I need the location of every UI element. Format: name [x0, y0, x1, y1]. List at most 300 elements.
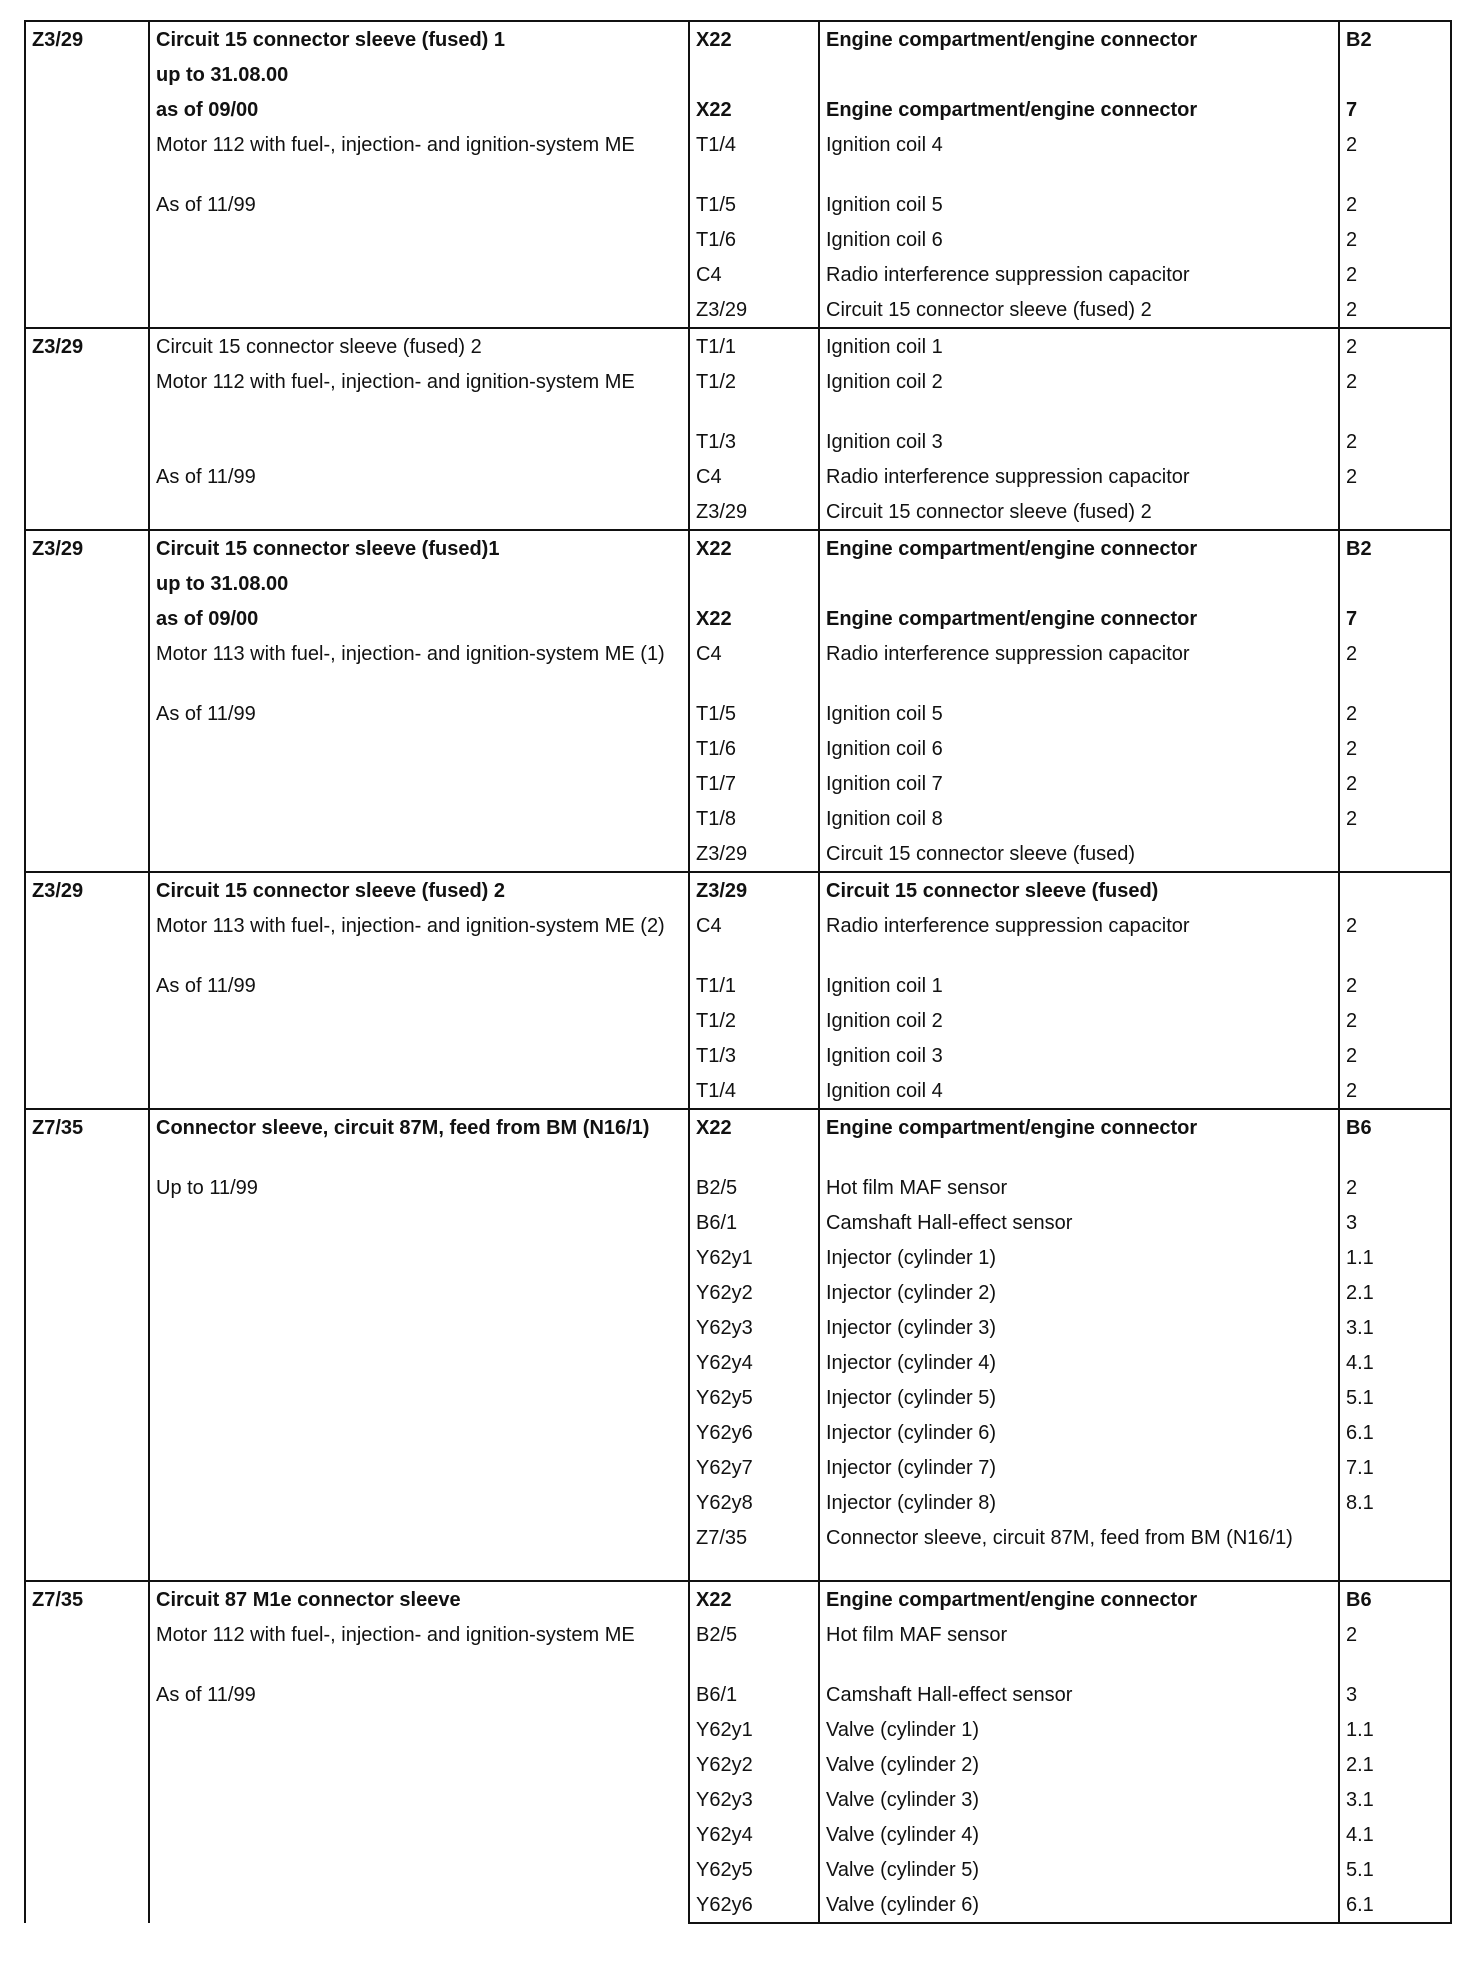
- connector-description-cell: [819, 601, 1339, 636]
- connector-description-cell: [819, 696, 1339, 731]
- connector-code: T1/3: [696, 431, 737, 453]
- connector-code: X22: [696, 1117, 732, 1139]
- connector-code-cell: [689, 92, 819, 127]
- pin-number-cell: [1339, 601, 1451, 636]
- connector-code-cell: [689, 1617, 819, 1677]
- pin-number: 2: [1346, 194, 1358, 216]
- connector-description: Radio interference suppression capacitor: [826, 915, 1190, 937]
- connector-description-cell: [819, 57, 1339, 92]
- connector-code: T1/4: [696, 1080, 737, 1102]
- pin-number: 2: [1346, 1177, 1358, 1199]
- connector-code-cell: [689, 1782, 819, 1817]
- pin-number-cell: [1339, 696, 1451, 731]
- connector-code: T1/6: [696, 229, 737, 251]
- pin-number: 2: [1346, 738, 1358, 760]
- connector-code-cell: [689, 1415, 819, 1450]
- connector-description: Injector (cylinder 5): [826, 1387, 997, 1409]
- connector-code: Y62y6: [696, 1894, 753, 1916]
- pin-number: 5.1: [1346, 1859, 1374, 1881]
- sleeve-code-text: Z3/29: [32, 29, 84, 51]
- table-row: [25, 328, 1451, 364]
- connector-description: Injector (cylinder 1): [826, 1247, 997, 1269]
- sleeve-description: [149, 1109, 689, 1581]
- connector-description-cell: [819, 801, 1339, 836]
- connector-description-cell: [819, 459, 1339, 494]
- pin-number: [1346, 57, 1444, 92]
- pin-number: 2: [1346, 975, 1358, 997]
- connector-code-cell: [689, 1747, 819, 1782]
- connector-code: Y62y4: [696, 1824, 753, 1846]
- connector-description: Ignition coil 6: [826, 229, 943, 251]
- connector-code: Y62y6: [696, 1422, 753, 1444]
- description-line: as of 09/00: [156, 608, 259, 630]
- connector-description-cell: [819, 1073, 1339, 1109]
- table-row: [25, 872, 1451, 908]
- pin-number-cell: [1339, 1345, 1451, 1380]
- connector-code: Z3/29: [696, 843, 748, 865]
- pin-number-cell: [1339, 566, 1451, 601]
- pin-number-cell: [1339, 1380, 1451, 1415]
- pin-number: 2: [1346, 808, 1358, 830]
- sleeve-description: [149, 328, 689, 530]
- connector-code-cell: [689, 636, 819, 696]
- pin-number: 7.1: [1346, 1457, 1374, 1479]
- description-line: Up to 11/99: [156, 1177, 258, 1199]
- description-line: up to 31.08.00: [156, 64, 289, 86]
- connector-description-cell: [819, 731, 1339, 766]
- connector-code-cell: [689, 1170, 819, 1205]
- connector-description-cell: [819, 1852, 1339, 1887]
- connector-description: Injector (cylinder 8): [826, 1492, 997, 1514]
- connector-code: T1/5: [696, 194, 737, 216]
- connector-description: Circuit 15 connector sleeve (fused): [826, 880, 1159, 902]
- pin-number: 2: [1346, 643, 1358, 665]
- connector-code: X22: [696, 29, 732, 51]
- pin-number-cell: [1339, 1170, 1451, 1205]
- connector-code-cell: [689, 292, 819, 328]
- pin-number-cell: [1339, 1520, 1451, 1581]
- pin-number-cell: [1339, 530, 1451, 566]
- description-line: Connector sleeve, circuit 87M, feed from BM (N16/1): [156, 1117, 650, 1139]
- description-line: Motor 112 with fuel-, injection- and ignition-system ME: [156, 371, 635, 393]
- sleeve-code-text: Z3/29: [32, 336, 84, 358]
- connector-description: Connector sleeve, circuit 87M, feed from BM (N16/1): [826, 1527, 1293, 1549]
- connector-code-cell: [689, 364, 819, 424]
- pin-number-cell: [1339, 1887, 1451, 1923]
- pin-number-cell: [1339, 801, 1451, 836]
- connector-description-cell: [819, 257, 1339, 292]
- description-line: as of 09/00: [156, 99, 259, 121]
- description-line: Circuit 15 connector sleeve (fused) 2: [156, 336, 482, 358]
- connector-description-cell: [819, 92, 1339, 127]
- pin-number: B6: [1346, 1589, 1372, 1611]
- pin-number: B6: [1346, 1117, 1372, 1139]
- connector-description: Engine compartment/engine connector: [826, 1589, 1198, 1611]
- connector-description-cell: [819, 424, 1339, 459]
- pin-number: 3: [1346, 1212, 1358, 1234]
- connector-code: T1/1: [696, 336, 737, 358]
- pin-number-cell: [1339, 292, 1451, 328]
- connector-code: Y62y2: [696, 1282, 753, 1304]
- connector-description-cell: [819, 1485, 1339, 1520]
- pin-number-cell: [1339, 1415, 1451, 1450]
- connector-description: Engine compartment/engine connector: [826, 538, 1198, 560]
- pin-number-cell: [1339, 1817, 1451, 1852]
- pin-number: 2: [1346, 371, 1358, 393]
- sleeve-code: [25, 530, 149, 872]
- connector-sleeve-document: [24, 20, 1450, 1924]
- connector-description: Injector (cylinder 3): [826, 1317, 997, 1339]
- description-line: Motor 112 with fuel-, injection- and ignition-system ME: [156, 134, 635, 156]
- table-row: [25, 530, 1451, 566]
- description-line: As of 11/99: [156, 975, 256, 997]
- connector-code-cell: [689, 1275, 819, 1310]
- description-line: Circuit 15 connector sleeve (fused) 2: [156, 880, 506, 902]
- pin-number-cell: [1339, 1747, 1451, 1782]
- pin-number-cell: [1339, 92, 1451, 127]
- connector-code: [696, 566, 812, 601]
- connector-description-cell: [819, 21, 1339, 57]
- pin-number: 2: [1346, 431, 1358, 453]
- pin-number-cell: [1339, 836, 1451, 872]
- table-row: [25, 21, 1451, 57]
- connector-code-cell: [689, 1677, 819, 1712]
- description-line: As of 11/99: [156, 466, 256, 488]
- connector-description: Circuit 15 connector sleeve (fused): [826, 843, 1136, 865]
- pin-number: B2: [1346, 538, 1372, 560]
- connector-description: Injector (cylinder 6): [826, 1422, 997, 1444]
- connector-description: Ignition coil 8: [826, 808, 943, 830]
- connector-code-cell: [689, 1003, 819, 1038]
- sleeve-code: [25, 328, 149, 530]
- connector-code-cell: [689, 494, 819, 530]
- pin-number: 2: [1346, 299, 1358, 321]
- pin-number-cell: [1339, 494, 1451, 530]
- connector-description-cell: [819, 766, 1339, 801]
- connector-code: B2/5: [696, 1177, 738, 1199]
- connector-description-cell: [819, 127, 1339, 187]
- connector-code: T1/8: [696, 808, 737, 830]
- pin-number: 1.1: [1346, 1247, 1374, 1269]
- pin-number: B2: [1346, 29, 1372, 51]
- connector-code-cell: [689, 187, 819, 222]
- connector-code: Y62y3: [696, 1789, 753, 1811]
- pin-number-cell: [1339, 424, 1451, 459]
- connector-code: B2/5: [696, 1624, 738, 1646]
- pin-number-cell: [1339, 1450, 1451, 1485]
- table-body: [25, 21, 1451, 1923]
- pin-number: 6.1: [1346, 1894, 1374, 1916]
- pin-number: 2: [1346, 134, 1358, 156]
- connector-code: T1/2: [696, 1010, 737, 1032]
- pin-number-cell: [1339, 1581, 1451, 1617]
- connector-code: Z3/29: [696, 299, 748, 321]
- connector-code-cell: [689, 601, 819, 636]
- pin-number-cell: [1339, 1109, 1451, 1170]
- connector-description-cell: [819, 636, 1339, 696]
- connector-code-cell: [689, 222, 819, 257]
- sleeve-code: [25, 872, 149, 1109]
- pin-number-cell: [1339, 1038, 1451, 1073]
- pin-number: 2: [1346, 1045, 1358, 1067]
- pin-number: 2: [1346, 336, 1358, 358]
- pin-number-cell: [1339, 1310, 1451, 1345]
- pin-number-cell: [1339, 1205, 1451, 1240]
- connector-description-cell: [819, 566, 1339, 601]
- pin-number: 2.1: [1346, 1754, 1374, 1776]
- description-line: As of 11/99: [156, 1684, 256, 1706]
- connector-code-cell: [689, 424, 819, 459]
- connector-sleeve-table: [24, 20, 1452, 1924]
- connector-description: Injector (cylinder 7): [826, 1457, 997, 1479]
- connector-description: Injector (cylinder 4): [826, 1352, 997, 1374]
- connector-description-cell: [819, 1275, 1339, 1310]
- connector-code: Z7/35: [696, 1527, 748, 1549]
- connector-code: T1/5: [696, 703, 737, 725]
- pin-number-cell: [1339, 57, 1451, 92]
- connector-description-cell: [819, 1817, 1339, 1852]
- connector-description-cell: [819, 872, 1339, 908]
- pin-number-cell: [1339, 1852, 1451, 1887]
- connector-code: X22: [696, 99, 732, 121]
- connector-code: T1/6: [696, 738, 737, 760]
- connector-code: Y62y2: [696, 1754, 753, 1776]
- pin-number-cell: [1339, 1782, 1451, 1817]
- connector-description-cell: [819, 494, 1339, 530]
- description-line: Motor 113 with fuel-, injection- and ignition-system ME (2): [156, 915, 665, 937]
- connector-code-cell: [689, 836, 819, 872]
- connector-code-cell: [689, 1310, 819, 1345]
- connector-description: Ignition coil 3: [826, 431, 943, 453]
- description-line: Circuit 15 connector sleeve (fused) 1: [156, 29, 506, 51]
- connector-description-cell: [819, 292, 1339, 328]
- sleeve-code-text: Z3/29: [32, 538, 84, 560]
- connector-code: X22: [696, 538, 732, 560]
- pin-number: 2: [1346, 466, 1358, 488]
- connector-code: T1/3: [696, 1045, 737, 1067]
- pin-number: [1346, 1520, 1444, 1580]
- connector-description: Ignition coil 3: [826, 1045, 943, 1067]
- pin-number: 6.1: [1346, 1422, 1374, 1444]
- connector-description-cell: [819, 530, 1339, 566]
- connector-description: Hot film MAF sensor: [826, 1624, 1008, 1646]
- connector-code: T1/4: [696, 134, 737, 156]
- connector-description-cell: [819, 1003, 1339, 1038]
- connector-code-cell: [689, 908, 819, 968]
- connector-code: Y62y5: [696, 1859, 753, 1881]
- connector-description: Circuit 15 connector sleeve (fused) 2: [826, 299, 1152, 321]
- table-row: [25, 1109, 1451, 1170]
- connector-description: Circuit 15 connector sleeve (fused) 2: [826, 501, 1152, 523]
- connector-description-cell: [819, 1520, 1339, 1581]
- sleeve-description: [149, 530, 689, 872]
- sleeve-code-text: Z7/35: [32, 1589, 84, 1611]
- connector-description: Hot film MAF sensor: [826, 1177, 1008, 1199]
- connector-code-cell: [689, 328, 819, 364]
- connector-description: Ignition coil 4: [826, 1080, 943, 1102]
- connector-code-cell: [689, 872, 819, 908]
- connector-description-cell: [819, 1782, 1339, 1817]
- pin-number: 7: [1346, 99, 1358, 121]
- connector-description: Valve (cylinder 6): [826, 1894, 980, 1916]
- connector-description: Engine compartment/engine connector: [826, 608, 1198, 630]
- pin-number: 2: [1346, 703, 1358, 725]
- pin-number: [1346, 566, 1444, 601]
- pin-number-cell: [1339, 1617, 1451, 1677]
- connector-code-cell: [689, 1450, 819, 1485]
- pin-number: 3.1: [1346, 1317, 1374, 1339]
- pin-number-cell: [1339, 222, 1451, 257]
- connector-code-cell: [689, 1038, 819, 1073]
- connector-code-cell: [689, 1205, 819, 1240]
- pin-number-cell: [1339, 1003, 1451, 1038]
- connector-description: Ignition coil 2: [826, 371, 943, 393]
- connector-code: Z3/29: [696, 501, 748, 523]
- connector-code-cell: [689, 1240, 819, 1275]
- connector-description: Ignition coil 6: [826, 738, 943, 760]
- pin-number: 3.1: [1346, 1789, 1374, 1811]
- pin-number-cell: [1339, 328, 1451, 364]
- connector-description: Camshaft Hall-effect sensor: [826, 1684, 1073, 1706]
- connector-description: Ignition coil 1: [826, 975, 943, 997]
- connector-code-cell: [689, 696, 819, 731]
- connector-code: B6/1: [696, 1684, 738, 1706]
- pin-number-cell: [1339, 127, 1451, 187]
- connector-description: Radio interference suppression capacitor: [826, 466, 1190, 488]
- connector-code-cell: [689, 566, 819, 601]
- pin-number: 2: [1346, 915, 1358, 937]
- pin-number-cell: [1339, 1485, 1451, 1520]
- connector-description: Camshaft Hall-effect sensor: [826, 1212, 1073, 1234]
- connector-description-cell: [819, 1887, 1339, 1923]
- connector-code-cell: [689, 1581, 819, 1617]
- pin-number-cell: [1339, 1240, 1451, 1275]
- pin-number: 4.1: [1346, 1824, 1374, 1846]
- connector-code: Y62y7: [696, 1457, 753, 1479]
- connector-description-cell: [819, 1240, 1339, 1275]
- connector-description: Ignition coil 1: [826, 336, 943, 358]
- connector-code-cell: [689, 1380, 819, 1415]
- connector-code: Y62y4: [696, 1352, 753, 1374]
- connector-code: Y62y8: [696, 1492, 753, 1514]
- connector-description-cell: [819, 222, 1339, 257]
- connector-code: [696, 57, 812, 92]
- connector-description: [826, 566, 1332, 601]
- connector-description-cell: [819, 1345, 1339, 1380]
- pin-number-cell: [1339, 1712, 1451, 1747]
- pin-number: 2.1: [1346, 1282, 1374, 1304]
- connector-code-cell: [689, 21, 819, 57]
- pin-number: 2: [1346, 1080, 1358, 1102]
- connector-description: Injector (cylinder 2): [826, 1282, 997, 1304]
- pin-number-cell: [1339, 731, 1451, 766]
- connector-code: Z3/29: [696, 880, 748, 902]
- connector-code-cell: [689, 1817, 819, 1852]
- connector-code-cell: [689, 1852, 819, 1887]
- connector-description-cell: [819, 1415, 1339, 1450]
- description-line: As of 11/99: [156, 194, 256, 216]
- connector-description: Ignition coil 4: [826, 134, 943, 156]
- connector-description: Ignition coil 7: [826, 773, 943, 795]
- connector-description-cell: [819, 1038, 1339, 1073]
- connector-description: Ignition coil 5: [826, 194, 943, 216]
- connector-description-cell: [819, 1581, 1339, 1617]
- connector-description: Ignition coil 5: [826, 703, 943, 725]
- pin-number-cell: [1339, 459, 1451, 494]
- connector-code: T1/7: [696, 773, 737, 795]
- pin-number-cell: [1339, 257, 1451, 292]
- connector-code-cell: [689, 1887, 819, 1923]
- description-line: Motor 113 with fuel-, injection- and ignition-system ME (1): [156, 643, 665, 665]
- connector-description: Engine compartment/engine connector: [826, 1117, 1198, 1139]
- table-row: [25, 1581, 1451, 1617]
- connector-description: Engine compartment/engine connector: [826, 29, 1198, 51]
- connector-code: C4: [696, 643, 722, 665]
- pin-number-cell: [1339, 908, 1451, 968]
- connector-code-cell: [689, 1485, 819, 1520]
- connector-code-cell: [689, 801, 819, 836]
- pin-number-cell: [1339, 187, 1451, 222]
- connector-description-cell: [819, 836, 1339, 872]
- connector-code: Y62y3: [696, 1317, 753, 1339]
- connector-code-cell: [689, 127, 819, 187]
- connector-code-cell: [689, 1109, 819, 1170]
- pin-number: [1346, 873, 1444, 908]
- description-line: [156, 424, 682, 459]
- pin-number: 8.1: [1346, 1492, 1374, 1514]
- connector-description-cell: [819, 908, 1339, 968]
- connector-description: Radio interference suppression capacitor: [826, 264, 1190, 286]
- connector-description-cell: [819, 1450, 1339, 1485]
- pin-number: 2: [1346, 229, 1358, 251]
- connector-code-cell: [689, 731, 819, 766]
- connector-code-cell: [689, 530, 819, 566]
- pin-number: 2: [1346, 773, 1358, 795]
- description-line: As of 11/99: [156, 703, 256, 725]
- connector-code: C4: [696, 466, 722, 488]
- connector-description: Valve (cylinder 1): [826, 1719, 980, 1741]
- pin-number: 2: [1346, 264, 1358, 286]
- connector-description: Valve (cylinder 4): [826, 1824, 980, 1846]
- description-line: up to 31.08.00: [156, 573, 289, 595]
- sleeve-code: [25, 1109, 149, 1581]
- description-line: Circuit 87 M1e connector sleeve: [156, 1589, 461, 1611]
- pin-number: 7: [1346, 608, 1358, 630]
- connector-description-cell: [819, 1170, 1339, 1205]
- connector-code-cell: [689, 1712, 819, 1747]
- pin-number: 2: [1346, 1624, 1358, 1646]
- sleeve-code: [25, 1581, 149, 1923]
- connector-description-cell: [819, 328, 1339, 364]
- connector-description-cell: [819, 968, 1339, 1003]
- sleeve-code-text: Z3/29: [32, 880, 84, 902]
- sleeve-code: [25, 21, 149, 328]
- pin-number-cell: [1339, 766, 1451, 801]
- pin-number-cell: [1339, 872, 1451, 908]
- connector-code: T1/2: [696, 371, 737, 393]
- connector-description: Valve (cylinder 5): [826, 1859, 980, 1881]
- connector-code: B6/1: [696, 1212, 738, 1234]
- connector-code-cell: [689, 57, 819, 92]
- connector-code: Y62y1: [696, 1719, 753, 1741]
- pin-number: [1346, 494, 1444, 529]
- connector-code: Y62y1: [696, 1247, 753, 1269]
- connector-description-cell: [819, 1380, 1339, 1415]
- connector-code-cell: [689, 459, 819, 494]
- connector-description-cell: [819, 1205, 1339, 1240]
- connector-code-cell: [689, 766, 819, 801]
- connector-code: C4: [696, 264, 722, 286]
